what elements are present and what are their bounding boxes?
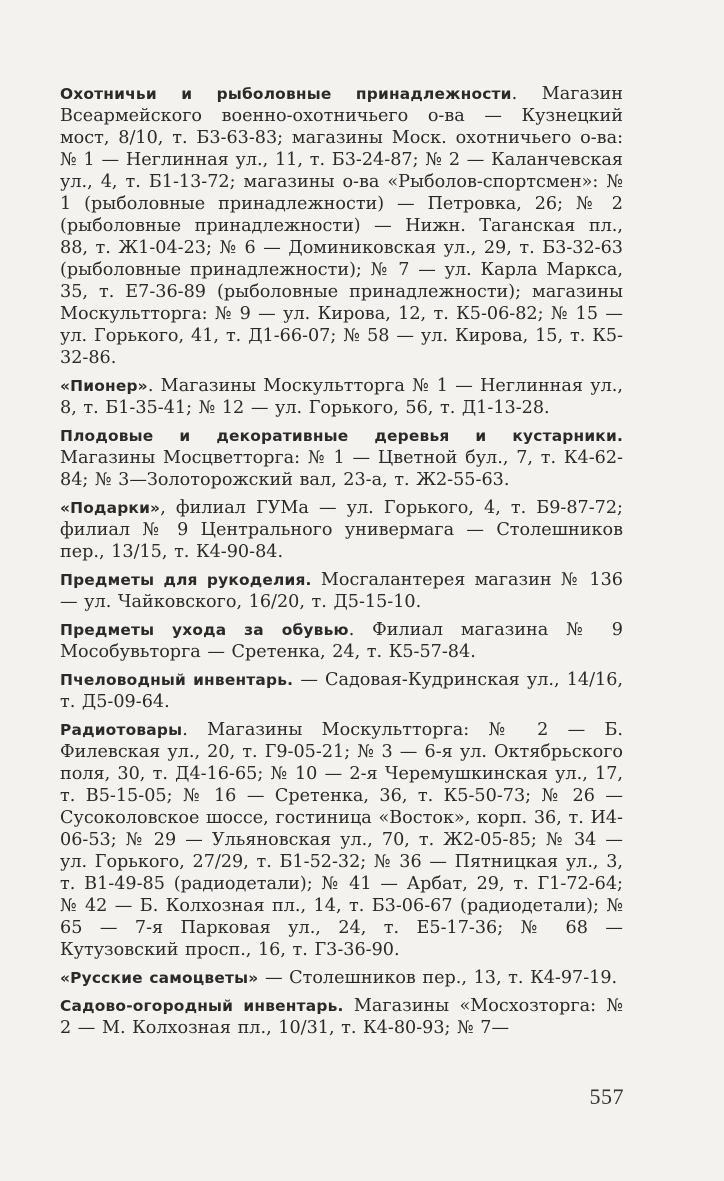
entry-text: — Садовая-Кудринская ул., 14/16, т. Д5-09-64.: [60, 670, 623, 712]
entry-heading: Плодовые и декоративные деревья и кустарники.: [60, 427, 623, 445]
entry-heading: Садово-огородный инвентарь.: [60, 997, 344, 1015]
entry-heading: Предметы ухода за обувью: [60, 621, 349, 639]
entry-garden-tools: [60, 995, 623, 1039]
entry-russian-gems: [60, 967, 623, 989]
entry-text: . Филиал магазина № 9 Мособувьторга — Сретенка, 24, т. К5-57-84.: [60, 620, 624, 662]
entry-heading: Радиотовары: [60, 721, 183, 739]
document-page: [60, 83, 623, 1045]
entry-heading: Пчеловодный инвентарь.: [60, 671, 294, 689]
entry-heading: «Пионер»: [60, 377, 148, 395]
entry-text: . Магазины Москультторга: № 2 — Б. Филевская ул., 20, т. Г9-05-21; № 3 — 6-я ул. Октябрьского поля, 30, т. Д4-16-65; № 10 — 2-я Черемушкинская ул., 17, т. В5-15-05; № 16 — Сретенка, 36, т. К5-50-73; № 26 — Сусоколовское шоссе, гостиница «Восток», корп. 36, т. И4-06-53; № 29 — Ульяновская ул., 70, т. Ж2-05-85; № 34 — ул. Горького, 27/29, т. Б1-52-32; № 36 — Пятницкая ул., 3, т. В1-49-85 (радиодетали); № 41 — Арбат, 29, т. Г1-72-64; № 42 — Б. Колхозная пл., 14, т. Б3-06-67 (радиодетали); № 65 — 7-я Парковая ул., 24, т. Е5-17-36; № 68 — Кутузовский просп., 16, т. Г3-36-90.: [60, 720, 623, 960]
entry-heading: Предметы для рукоделия.: [60, 571, 312, 589]
entry-heading: Охотничьи и рыболовные принадлежности: [60, 85, 512, 103]
page-number: 557: [589, 1084, 624, 1109]
entry-fruit-trees: [60, 425, 623, 491]
entry-text: , филиал ГУМа — ул. Горького, 4, т. Б9-87-72; филиал № 9 Центрального универмага — Столешников пер., 13/15, т. К4-90-84.: [60, 498, 623, 562]
entry-heading: «Подарки»: [60, 499, 161, 517]
entry-text: Магазины Мосцветторга: № 1 — Цветной бул., 7, т. К4-62-84; № 3—Золоторожский вал, 23-а, т. Ж2-55-63.: [60, 448, 623, 490]
entry-gifts: [60, 497, 623, 563]
entry-text: . Магазины Москультторга № 1 — Неглинная ул., 8, т. Б1-35-41; № 12 — ул. Горького, 56, т. Д1-13-28.: [60, 376, 623, 418]
entry-hunting-fishing: [60, 83, 623, 369]
entry-pioneer: [60, 375, 623, 419]
entry-text: Мосгалантерея магазин № 136 — ул. Чайковского, 16/20, т. Д5-15-10.: [60, 570, 623, 612]
entry-shoe-care: [60, 619, 623, 663]
entry-text: Магазины «Мосхозторга: № 2 — М. Колхозная пл., 10/31, т. К4-80-93; № 7—: [60, 996, 624, 1038]
entry-radio-goods: [60, 719, 623, 961]
entry-beekeeping: [60, 669, 623, 713]
entry-heading: «Русские самоцветы»: [60, 969, 259, 987]
entry-needlework: [60, 569, 623, 613]
entry-text: . Магазин Всеармейского военно-охотничьего о-ва — Кузнецкий мост, 8/10, т. Б3-63-83; магазины Моск. охотничьего о-ва: № 1 — Неглинная ул., 11, т. Б3-24-87; № 2 — Каланчевская ул., 4, т. Б1-13-72; магазины о-ва «Рыболов-спортсмен»: № 1 (рыболовные принадлежности) — Петровка, 26; № 2 (рыболовные принадлежности) — Нижн. Таганская пл., 88, т. Ж1-04-23; № 6 — Доминиковская ул., 29, т. Б3-32-63 (рыболовные принадлежности); № 7 — ул. Карла Маркса, 35, т. Е7-36-89 (рыболовные принадлежности); магазины Москультторга: № 9 — ул. Кирова, 12, т. К5-06-82; № 15 — ул. Горького, 41, т. Д1-66-07; № 58 — ул. Кирова, 15, т. К5-32-86.: [60, 84, 623, 368]
entry-text: — Столешников пер., 13, т. К4-97-19.: [258, 968, 618, 988]
